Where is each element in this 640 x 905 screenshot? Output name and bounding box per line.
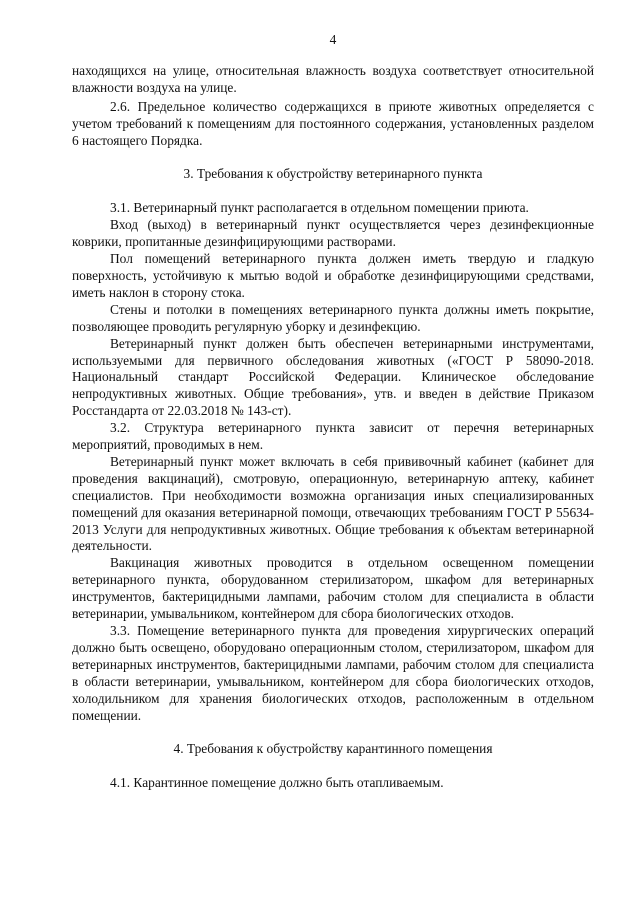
- paragraph-floor: Пол помещений ветеринарного пункта должен иметь твердую и гладкую поверхность, устойчивую к мытью водой и обработке дезинфицирующими средствами, иметь наклон в сторону стока.: [72, 251, 594, 300]
- paragraph-instruments: Ветеринарный пункт должен быть обеспечен ветеринарными инструментами, используемыми для первичного обследования животных («ГОСТ Р 58090-2018. Национальный стандарт Российской Федерации. Клиническое обследование непродуктивных животных. Общие требования», утв. и введен в действие Приказом Росстандарта от 22.03.2018 № 143-ст).: [72, 335, 594, 419]
- page-number: 4: [329, 32, 337, 47]
- section-4-heading: 4. Требования к обустройству карантинного помещения: [173, 741, 493, 757]
- paragraph-continuation: находящихся на улице, относительная влажность воздуха соответствует относительной влажности воздуха на улице.: [72, 62, 594, 95]
- paragraph-vaccination: Вакцинация животных проводится в отдельном освещенном помещении ветеринарного пункта, оборудованном стерилизатором, шкафом для ветеринарных инструментов, бактерицидными лампами, рабочим столом для специалиста в области ветеринарии, умывальником, контейнером для сбора биологических отходов.: [72, 555, 594, 622]
- paragraph-4-1: 4.1. Карантинное помещение должно быть отапливаемым.: [110, 775, 444, 791]
- section-3-heading: 3. Требования к обустройству ветеринарного пункта: [183, 166, 483, 182]
- paragraph-3-2: 3.2. Структура ветеринарного пункта зависит от перечня ветеринарных мероприятий, проводимых в нем.: [72, 420, 594, 453]
- paragraph-structure: Ветеринарный пункт может включать в себя прививочный кабинет (кабинет для проведения вакцинаций), смотровую, операционную, ветеринарную аптеку, кабинет специалистов. При необходимости возможна организация иных специализированных помещений для оказания ветеринарной помощи, отвечающих требованиям ГОСТ Р 55634-2013 Услуги для непродуктивных животных. Общие требования к объектам ветеринарной деятельности.: [72, 453, 594, 554]
- paragraph-3-1: 3.1. Ветеринарный пункт располагается в отдельном помещении приюта.: [110, 200, 529, 216]
- paragraph-walls: Стены и потолки в помещениях ветеринарного пункта должны иметь покрытие, позволяющее проводить регулярную уборку и дезинфекцию.: [72, 301, 594, 334]
- paragraph-2-6: 2.6. Предельное количество содержащихся в приюте животных определяется с учетом требований к помещениям для постоянного содержания, установленных разделом 6 настоящего Порядка.: [72, 98, 594, 148]
- paragraph-3-3: 3.3. Помещение ветеринарного пункта для проведения хирургических операций должно быть освещено, оборудовано операционным столом, стерилизатором, шкафом для ветеринарных инструментов, бактерицидными лампами, рабочим столом для специалиста в области ветеринарии, умывальником, контейнером для сбора биологических отходов, холодильником для хранения биологических отходов, расположенным в отдельном помещении.: [72, 623, 594, 723]
- paragraph-entrance: Вход (выход) в ветеринарный пункт осуществляется через дезинфекционные коврики, пропитанные дезинфицирующими растворами.: [72, 217, 594, 250]
